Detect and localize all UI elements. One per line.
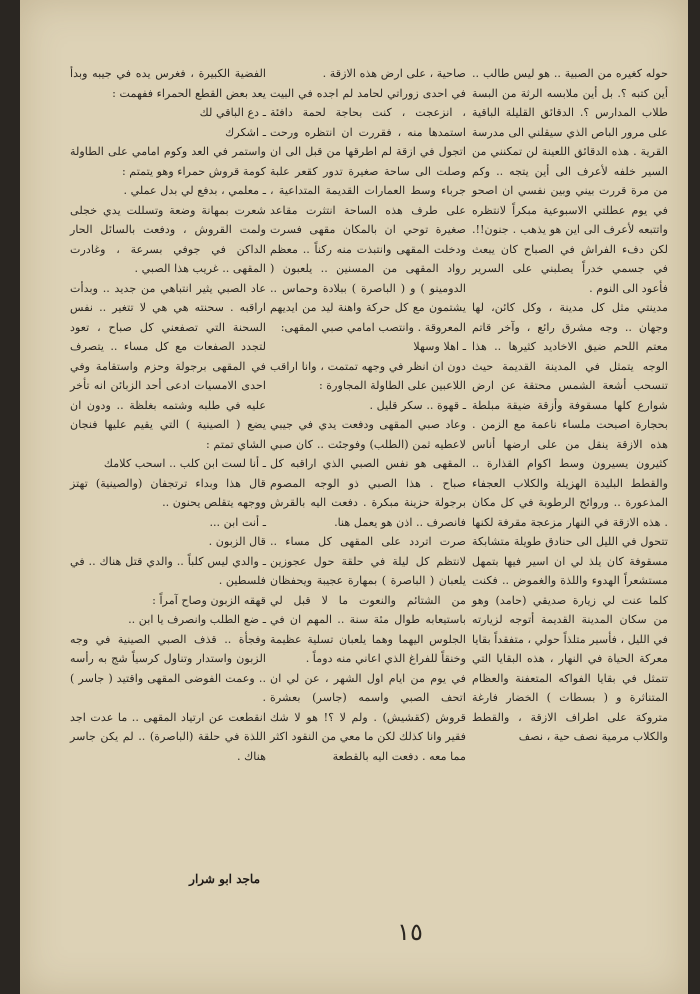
page-number: ١٥ xyxy=(397,918,423,946)
paragraph: ـ قهوة .. سكر قليل . xyxy=(369,398,466,412)
paragraph: ـ معلمي ، بدفع لي بدل عملي . xyxy=(123,184,266,197)
paragraph: قهقه الزبون وصاح آمراً : xyxy=(152,593,266,607)
paragraph: واستمر في العد وكوم امامي على الطاولة كومة قروش حمراء وهو يتمتم : xyxy=(70,145,266,178)
paragraph: وعاد صبي المقهى ودفعت يدي في جيبي لاعطيه ثمن (الطلب) وفوجئت .. كان صبي المقهى هو نفس الصبي الذي اراقبه كل صباح . هذا الصبي ذو الوجه المصوم برجولة حزينة مبكرة . دفعت اليه بالقرش فانصرف .. اذن هو يعمل هنا. xyxy=(270,418,466,529)
paragraph: شعرت بمهانة وضعة وتسللت يدي خجلى ولمت القروش ، ودفعت بالسائل الحار الداكن في جوفي بسرعة ، وغادرت المقهى .. غريب هذا الصبي . xyxy=(70,203,266,275)
paragraph: قال الزبون . xyxy=(208,535,266,548)
paragraph: قال هذا وبداء ترتجفان (والصينية) تهتز ووجهه يتقلص يحنون .. xyxy=(70,476,266,509)
paragraph: صرت اتردد على المقهى كل مساء .. لانتظم كل ليلة في حلقة حول عجوزين يلعبان ( الباصرة ) بمهارة عجيبة ويحفظان من الشتائم والنعوت ما لا قبل لي باستيعابه طوال مئة سنة .. المهم ان في الجلوس اليهما وهما يلعبان تسلية عظيمة وخنقاً للفراغ الذي اعاني منه دوماً . xyxy=(270,535,466,665)
paragraph: مدينتي مثل كل مدينة ، وكل كائن، لها وجهان .. وجه مشرق رائع ، وآخر قاتم معتم اللحم ضيق الاخاديد كثيرها .. هذا الوجه يتمثل في المدينة القديمة حيث تنسحب أشعة الشمس محتقة عن ارض شوارع كلها مسقوفة وأزقة ضيقة مبلطة بحجارة اصبحت ملساء ناعمة مع الزمن . هذه الازقة ينقل من على ارضها أناس كثيرون يسيرون وسط اكوام القذارة .. والقطط البليدة الهزيلة والكلاب العجفاء المذعورة .. وروائح الرطوبة في كل مكان . هذه الازقة في النهار مزعجة مقرفة لكنها تتحول في الليل الى حنادق طويلة متشابكة مسقوفة كان يلذ لي ان اسير فيها بتمهل مستشعراً الهدوء واللذة والغموض .. فكنت كلما عنت لي زيارة صديقي (حامد) وهو من سكان المدينة القديمة أتوجه لزيارته في الليل ، فأسير متلذاً حولي ، متفقداً بقايا معركة الحياة في النهار ، هذه البقايا التي تتمثل في بقايا الفواكه المتعفنة والعظام المتناثرة و ( بسطات ) الخضار فارغة متروكة على اطراف الازقة ، والقطط والكلاب مرمية نصف حية ، نصف xyxy=(472,301,668,743)
paragraph: دون ان انظر في وجهه تمتمت ، وانا اراقب اللاعبين على الطاولة المجاورة : xyxy=(270,359,466,392)
paragraph: في يوم من ايام اول الشهر ، عن لي ان اتحف الصبي واسمه (جاسر) بعشرة قروش (كقشيش) . ولم لا ؟! هو لا شك فقير وانا كذلك لكن ما معي من النقود اكثر مما معه . دفعت اليه بالقطعة xyxy=(270,671,466,763)
paragraph: ـ اشكرك xyxy=(225,125,266,139)
paragraph: انقطعت عن ارتياد المقهى .. ما عدت اجد اللذة في حلقة (الباصرة) .. لم يكن جاسر هناك . xyxy=(70,710,266,763)
paragraph: عاد الصبي يثير انتباهي من جديد .. وبدأت اراقبه . سحنته هي هي لا تتغير .. نفس السحنة التي تصفعني كل صباح ، تعود لتجدد الصفعات مع كل مساء .. يتصرف في المقهى برجولة وحزم واستقامة وفي احدى الامسيات ادعى أحد الزبائن انه تأخر عليه في طلبه وشتمه بغلظة .. ودون ان يضع ( الصينية ) التي يقيم عليها فنجان الشاي تمتم : xyxy=(70,281,266,451)
paragraph: صاحية ، على ارض هذه الازقة . xyxy=(322,67,466,80)
paragraph: الفضية الكبيرة ، فغرس يده في جيبه وبدأ يعد بعض القطع الحمراء ففهمت : xyxy=(70,67,266,100)
paragraph: ـ ضع الطلب وانصرف يا ابن .. xyxy=(128,613,266,626)
paragraph: حوله كغيره من الصبية .. هو ليس طالب .. أين كتبه ؟. بل أين ملابسه الرثة من البسة طلاب المدارس ؟. الدقائق القليلة الباقية على مرور الباص الذي سيقلني الى مدرسة القرية . هذه الدقائق اللعينة لن تمكنني من السير خلفه لأعرف الى أين يتجه .. وكم من مرة قررت بيني وبين نفسي ان اصحو في يوم عطلتي الاسبوعية مبكراً لانتظره واتتبعه لأعرف الى اين هو يذهب . جنون!!. لكن دفء الفراش في الصباح كان يبعث في جسمي خدراً يصلبني على السرير فأعود الى النوم . xyxy=(472,67,668,295)
paragraph: وفجأة .. قذف الصبي الصينية في وجه الزبون واستدار وتناول كرسياً شج به رأسه .. وعمت الفوضى المقهى واقتيد ( جاسر ) . xyxy=(70,632,266,704)
paragraph: في احدى زوراتي لحامد لم اجده في البيت ، انزعجت ، كنت بحاجة لحمة دافئة استمدها منه ، فقررت ان انتظره ورحت اتجول في ازقة لم اطرقها من قبل الى ان وصلت الى ساحة صغيرة تدور كقعر علبة جرباء وسط العمارات القديمة المتداعية ، على طرف هذه الساحة انتثرت مقاعد صغيرة توحي ان بالمكان مقهى فسرت ودخلت المقهى وانتبذت منه ركناً .. معظم رواد المقهى من المسنين .. يلعبون ( الدومينو ) و ( الباصرة ) ببلادة وحماس .. يشتمون مع كل حركة واهنة ليد من ايديهم المعروقة . وانتصب امامي صبي المقهى: xyxy=(270,86,466,334)
paragraph: ـ دع الباقي لك xyxy=(199,106,266,119)
magazine-page xyxy=(20,0,688,994)
paragraph: ـ أنت ابن ... xyxy=(209,515,266,529)
text-column-right xyxy=(472,64,668,747)
paragraph: ـ والدي ليس كلباً .. والدي قتل هناك .. في فلسطين . xyxy=(70,554,266,587)
text-column-left xyxy=(70,64,266,766)
author-signature: ماجد ابو شرار xyxy=(189,872,260,886)
paragraph: ـ أنا لست ابن كلب .. اسحب كلامك xyxy=(103,457,266,470)
paragraph: ـ اهلا وسهلا xyxy=(413,340,466,353)
text-column-middle xyxy=(270,64,466,766)
